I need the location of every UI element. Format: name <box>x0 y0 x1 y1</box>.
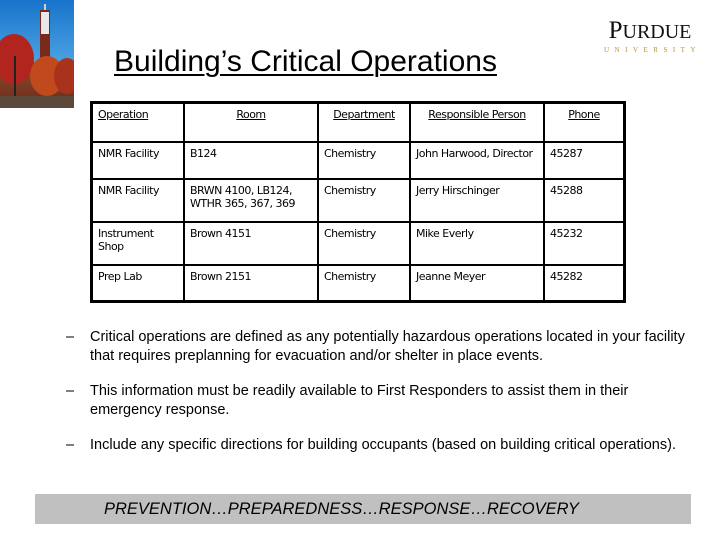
header-phone: Phone <box>544 103 625 143</box>
bullet-item <box>66 382 696 420</box>
dash-bullet-icon: – <box>66 437 75 453</box>
cell-department: Chemistry <box>318 265 410 302</box>
cell-person: John Harwood, Director <box>410 142 544 179</box>
logo-subtitle: UNIVERSITY <box>604 46 701 54</box>
bullet-text: Critical operations are defined as any potentially hazardous operations located in your facility that requires preplanning for evacuation and/or shelter in place events. <box>90 329 685 364</box>
cell-person: Jerry Hirschinger <box>410 179 544 222</box>
bullet-item <box>66 328 696 366</box>
cell-department: Chemistry <box>318 222 410 265</box>
cell-phone: 45232 <box>544 222 625 265</box>
campus-tower-photo <box>0 0 74 108</box>
critical-operations-table <box>90 101 626 303</box>
table-row <box>92 265 625 302</box>
bell-tower-top <box>41 12 49 34</box>
ground <box>0 96 74 108</box>
cell-person: Jeanne Meyer <box>410 265 544 302</box>
header-department: Department <box>318 103 410 143</box>
cell-person: Mike Everly <box>410 222 544 265</box>
cell-phone: 45282 <box>544 265 625 302</box>
page-title: Building’s Critical Operations <box>114 45 497 78</box>
cell-room: Brown 2151 <box>184 265 318 302</box>
table-header-row <box>92 103 625 143</box>
logo-wordmark <box>600 18 700 45</box>
dash-bullet-icon: – <box>66 383 75 399</box>
lamp-post <box>14 56 16 100</box>
cell-operation: NMR Facility <box>92 179 185 222</box>
cell-phone: 45287 <box>544 142 625 179</box>
table-row <box>92 142 625 179</box>
dash-bullet-icon: – <box>66 329 75 345</box>
logo-rest: URDUE <box>622 21 692 43</box>
cell-room: Brown 4151 <box>184 222 318 265</box>
header-operation: Operation <box>92 103 185 143</box>
table-row <box>92 222 625 265</box>
cell-operation: Prep Lab <box>92 265 185 302</box>
cell-department: Chemistry <box>318 179 410 222</box>
cell-room: B124 <box>184 142 318 179</box>
cell-operation: NMR Facility <box>92 142 185 179</box>
purdue-logo <box>600 18 700 54</box>
autumn-tree <box>0 34 34 84</box>
autumn-tree <box>54 58 74 94</box>
bullet-list <box>66 328 696 471</box>
cell-department: Chemistry <box>318 142 410 179</box>
header-room: Room <box>184 103 318 143</box>
header-responsible-person: Responsible Person <box>410 103 544 143</box>
table-row <box>92 179 625 222</box>
bullet-text: This information must be readily available to First Responders to assist them in their emergency response. <box>90 383 629 418</box>
bullet-text: Include any specific directions for building occupants (based on building critical operations). <box>90 437 676 453</box>
footer-banner: PREVENTION…PREPAREDNESS…RESPONSE…RECOVERY <box>35 494 691 524</box>
cell-room: BRWN 4100, LB124, WTHR 365, 367, 369 <box>184 179 318 222</box>
cell-phone: 45288 <box>544 179 625 222</box>
logo-initial: P <box>608 17 623 44</box>
bullet-item <box>66 436 696 455</box>
cell-operation: Instrument Shop <box>92 222 185 265</box>
